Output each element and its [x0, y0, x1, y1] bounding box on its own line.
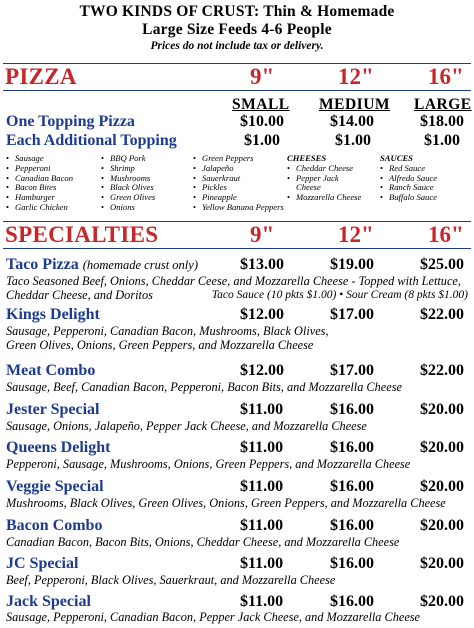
- price-medium: $1.00: [335, 132, 371, 149]
- price-large: $20.00: [420, 439, 464, 456]
- sauce-item: • Red Sauce: [380, 164, 437, 174]
- size-info: Large Size Feeds 4-6 People: [142, 21, 332, 38]
- size-name-small: SMALL: [232, 96, 290, 113]
- cheese-item: • Mozzarella Cheese: [287, 193, 375, 203]
- price-small: $11.00: [240, 593, 284, 610]
- topping-item: • Black Olives: [101, 183, 155, 193]
- price-medium: $16.00: [330, 517, 374, 534]
- cheese-item: • Pepper Jack Cheese: [287, 174, 357, 194]
- tax-note: Prices do not include tax or delivery.: [150, 40, 324, 52]
- cheeses-heading: CHEESES: [287, 153, 327, 163]
- specialty-description: Sausage, Onions, Jalapeño, Pepper Jack Cheese, and Mozzarella Cheese: [6, 419, 367, 433]
- menu-header: [0, 0, 474, 53]
- price-small: $13.00: [240, 256, 284, 273]
- toppings-lists: [0, 154, 474, 216]
- one-topping-row: [0, 113, 474, 133]
- specialty-name: Jack Special: [6, 593, 91, 610]
- size-name-large: LARGE: [414, 96, 472, 113]
- price-medium: $16.00: [330, 555, 374, 572]
- price-medium: $17.00: [330, 306, 374, 323]
- size-small-heading: 9": [250, 222, 275, 247]
- sauces-heading: SAUCES: [380, 153, 413, 163]
- topping-item: • Green Peppers: [193, 154, 284, 164]
- price-small: $11.00: [240, 517, 284, 534]
- sauce-item: • Buffalo Sauce: [380, 193, 437, 203]
- specialty-description-cont: Cheddar Cheese, and Doritos: [6, 288, 153, 302]
- price-large: $20.00: [420, 478, 464, 495]
- specialty-name: JC Special: [6, 555, 79, 572]
- specialty-description-cont: Green Olives, Onions, Green Peppers, and Mozzarella Cheese: [6, 338, 314, 352]
- specialty-description: Sausage, Pepperoni, Canadian Bacon, Mushrooms, Black Olives,: [6, 324, 329, 338]
- price-small: $12.00: [240, 306, 284, 323]
- price-small: $1.00: [244, 132, 280, 149]
- pizza-section-title: PIZZA: [5, 64, 77, 89]
- topping-item: • Sausage: [6, 154, 73, 164]
- sauce-item: • Ranch Sauce: [380, 183, 437, 193]
- price-large: $20.00: [420, 555, 464, 572]
- specialties-section-header: [3, 221, 471, 249]
- size-small-heading: 9": [250, 64, 275, 89]
- topping-item: • Pepperoni: [6, 164, 73, 174]
- pizza-section-header: [3, 63, 471, 91]
- price-small: $10.00: [240, 113, 284, 130]
- topping-item: • Shrimp: [101, 164, 155, 174]
- topping-item: • Green Olives: [101, 193, 155, 203]
- price-large: $20.00: [420, 401, 464, 418]
- specialty-description: Pepperoni, Sausage, Mushrooms, Onions, Green Peppers, and Mozzarella Cheese: [6, 457, 411, 471]
- divider: [3, 90, 471, 91]
- specialty-name: Bacon Combo: [6, 517, 103, 534]
- price-medium: $17.00: [330, 362, 374, 379]
- specialty-name: Queens Delight: [6, 439, 111, 456]
- size-medium-heading: 12": [338, 64, 374, 89]
- toppings-column-3: [193, 154, 284, 213]
- specialty-description: Canadian Bacon, Bacon Bits, Onions, Cheddar Cheese, and Mozzarella Cheese: [6, 535, 400, 549]
- topping-item: • Sauerkraut: [193, 174, 284, 184]
- topping-item: • BBQ Pork: [101, 154, 155, 164]
- specialty-description: Mushrooms, Black Olives, Green Olives, Onions, Green Peppers, and Mozzarella Cheese: [6, 496, 446, 510]
- price-small: $12.00: [240, 362, 284, 379]
- topping-item: • Yellow Banana Peppers: [193, 203, 284, 213]
- price-medium: $16.00: [330, 439, 374, 456]
- size-large-heading: 16": [428, 222, 464, 247]
- specialties-section-title: SPECIALTIES: [5, 222, 159, 247]
- topping-item: • Mushrooms: [101, 174, 155, 184]
- price-medium: $16.00: [330, 401, 374, 418]
- topping-item: • Pickles: [193, 183, 284, 193]
- price-medium: $16.00: [330, 478, 374, 495]
- divider: [3, 248, 471, 249]
- specialty-name: Jester Special: [6, 401, 100, 418]
- row-label: One Topping Pizza: [6, 113, 135, 130]
- topping-item: • Canadian Bacon: [6, 174, 73, 184]
- price-small: $11.00: [240, 439, 284, 456]
- specialty-name: Taco Pizza (homemade crust only): [6, 256, 198, 273]
- row-label: Each Additional Topping: [6, 132, 177, 149]
- topping-item: • Jalapeño: [193, 164, 284, 174]
- price-small: $11.00: [240, 401, 284, 418]
- size-medium-heading: 12": [338, 222, 374, 247]
- price-medium: $19.00: [330, 256, 374, 273]
- specialty-description: Beef, Pepperoni, Black Olives, Sauerkraut, and Mozzarella Cheese: [6, 573, 336, 587]
- price-large: $18.00: [420, 113, 464, 130]
- additional-topping-row: [0, 132, 474, 152]
- topping-item: • Hamburger: [6, 193, 73, 203]
- topping-item: • Onions: [101, 203, 155, 213]
- cheeses-column: [287, 154, 375, 203]
- specialty-name: Meat Combo: [6, 362, 96, 379]
- price-small: $11.00: [240, 555, 284, 572]
- topping-item: • Bacon Bites: [6, 183, 73, 193]
- price-large: $20.00: [420, 593, 464, 610]
- toppings-column-2: [101, 154, 155, 213]
- toppings-column-1: [6, 154, 73, 213]
- specialty-extras: Taco Sauce (10 pkts $1.00) • Sour Cream (8 pkts $1.00): [211, 289, 468, 301]
- price-large: $25.00: [420, 256, 464, 273]
- size-names-row: [0, 96, 474, 114]
- specialty-description: Sausage, Pepperoni, Canadian Bacon, Pepper Jack Cheese, and Mozzarella Cheese: [6, 610, 421, 624]
- price-large: $20.00: [420, 517, 464, 534]
- size-name-medium: MEDIUM: [319, 96, 391, 113]
- size-large-heading: 16": [428, 64, 464, 89]
- price-small: $11.00: [240, 478, 284, 495]
- topping-item: • Pineapple: [193, 193, 284, 203]
- price-large: $1.00: [424, 132, 460, 149]
- specialty-description: Sausage, Beef, Canadian Bacon, Pepperoni, Bacon Bits, and Mozzarella Cheese: [6, 380, 402, 394]
- price-large: $22.00: [420, 362, 464, 379]
- sauce-item: • Alfredo Sauce: [380, 174, 437, 184]
- price-large: $22.00: [420, 306, 464, 323]
- price-medium: $14.00: [330, 113, 374, 130]
- specialty-description: Taco Seasoned Beef, Onions, Cheddar Ceese, and Mozzarella Cheese - Topped with Lettuce,: [6, 274, 461, 288]
- cheese-item: • Cheddar Cheese: [287, 164, 375, 174]
- specialty-name: Veggie Special: [6, 478, 104, 495]
- specialty-note: (homemade crust only): [82, 258, 198, 272]
- specialty-name: Kings Delight: [6, 306, 100, 323]
- crust-info: TWO KINDS OF CRUST: Thin & Homemade: [79, 3, 395, 20]
- price-medium: $16.00: [330, 593, 374, 610]
- topping-item: • Garlic Chicken: [6, 203, 73, 213]
- sauces-column: [380, 154, 437, 203]
